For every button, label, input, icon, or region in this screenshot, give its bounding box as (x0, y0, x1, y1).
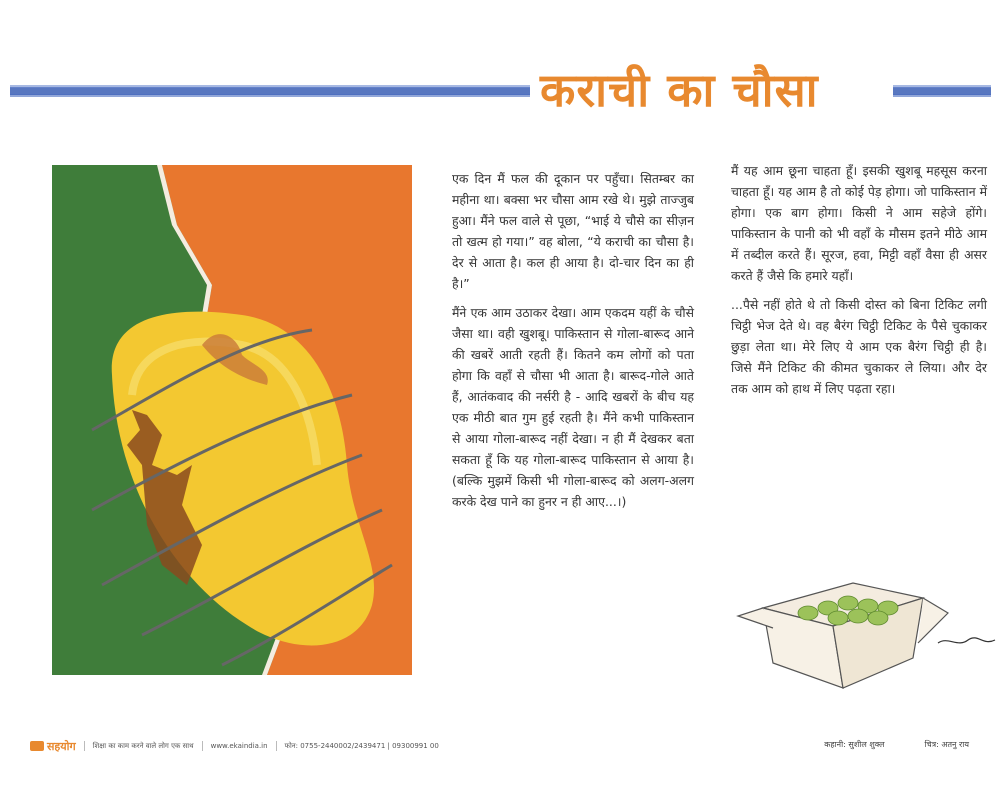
publisher-logo (30, 739, 76, 754)
divider (276, 741, 277, 751)
footer-tagline: शिक्षा का काम करने वाले लोग एक साथ (92, 741, 194, 750)
divider (202, 741, 203, 751)
paragraph: मैंने एक आम उठाकर देखा। आम एकदम यहीं के चौसे जैसा था। वही खुशबू। पाकिस्तान से गोला-बारूद आने की खबरें आती रहती हैं। कितने कम लोगों को पता होगा कि वहाँ से चौसा भी आता है। बारूद-गोले आते हैं, आतंकवाद की नर्सरी है - आदि खबरों के बीच यह एक मीठी बात गुम हुई रहती है। मैंने कभी पाकिस्तान से आया गोला-बारूद नहीं देखा। न ही मैं देखकर बता सकता हूँ कि यह गोला-बारूद पाकिस्तान से आया है। (बल्कि मुझमें किसी भी गोला-बारूद को अलग-अलग करके देख पाने का हुनर न ही आए...।) (452, 305, 694, 509)
logo-text: सहयोग (47, 739, 76, 753)
footer-phone: फोन: 0755-2440002/2439471 | 09300991 00 (284, 741, 439, 750)
divider (84, 741, 85, 751)
story-column-1 (452, 168, 694, 520)
credits (824, 739, 969, 750)
story-credit: कहानी: सुशील शुक्ल (824, 740, 885, 749)
paragraph: एक दिन मैं फल की दूकान पर पहुँचा। सितम्बर का महीना था। बक्सा भर चौसा आम रखे थे। मुझे ताज्जुब हुआ। मैंने फल वाले से पूछा, “भाई ये चौसे का सीज़न तो खत्म हो गया।” वह बोला, “ये कराची का चौसा है। देर से आता है। कल ही आया है। दो-चार दिन का ही है।” (452, 171, 694, 291)
title-brush-band-right (893, 84, 991, 98)
illustration-credit: चित्र: अतनु राय (924, 740, 969, 749)
paragraph: मैं यह आम छूना चाहता हूँ। इसकी खुशबू महसूस करना चाहता हूँ। यह आम है तो कोई पेड़ होगा। जो पाकिस्तान में होगा। एक बाग होगा। किसी ने आम सहेजे होंगे। पाकिस्तान के पानी को भी वहाँ के मौसम इतने मीठे आम में तब्दील करते हैं। सूरज, हवा, मिट्टी वहाँ वैसा ही असर करते हैं जैसे कि हमारे यहाँ। (731, 163, 987, 283)
paragraph: ...पैसे नहीं होते थे तो किसी दोस्त को बिना टिकिट लगी चिट्ठी भेज देते थे। वह बैरंग चिट्ठी टिकिट के पैसे चुकाकर छुड़ा लेता था। मेरे लिए ये आम एक बैरंग चिट्ठी ही है। जिसे मैंने टिकिट की कीमत चुकाकर ले लिया। और देर तक आम को हाथ में लिए पढ़ता रहा। (731, 297, 987, 396)
story-column-2 (731, 160, 987, 407)
title-brush-band-left (10, 84, 530, 98)
mango-illustration (52, 165, 412, 675)
page-title: कराची का चौसा (540, 63, 819, 117)
logo-mark-icon (30, 741, 44, 751)
mango-crate-illustration (733, 568, 1003, 693)
footer-website[interactable]: www.ekaindia.in (210, 742, 268, 750)
